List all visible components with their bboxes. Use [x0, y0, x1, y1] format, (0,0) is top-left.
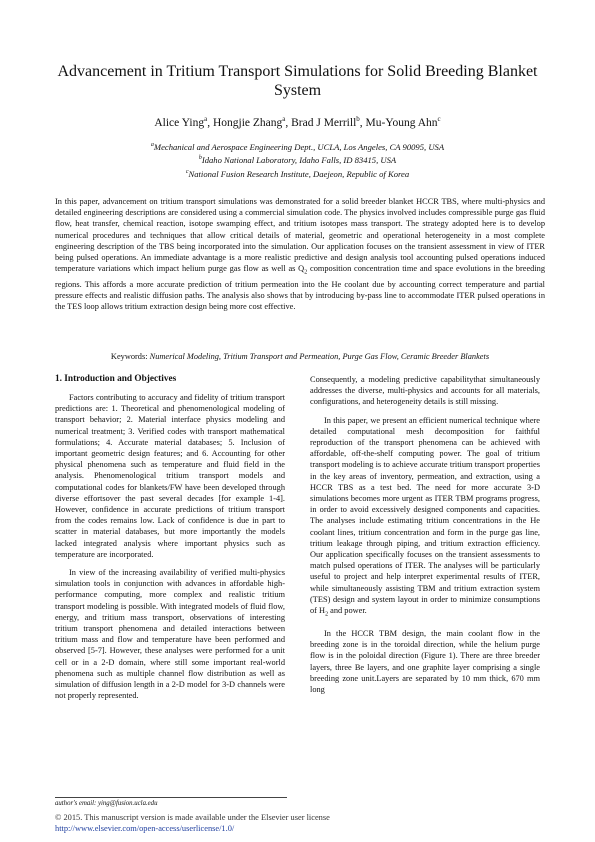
- paper-title: Advancement in Tritium Transport Simulations for Solid Breeding Blanket System: [57, 63, 538, 99]
- body-column-left: [55, 373, 285, 708]
- license-text: © 2015. This manuscript version is made available under the Elsevier user license: [55, 813, 330, 822]
- keywords-label: Keywords:: [110, 352, 150, 361]
- footnote-divider: [55, 797, 287, 798]
- author-affiliation-mark: a: [282, 115, 286, 123]
- license-notice: [55, 812, 555, 834]
- body-paragraph: Factors contributing to accuracy and fidelity of tritium transport predictions are: 1. Theoretical and phenomenological modeling of transport behavior; 2. Material interface physics modeling and numerical treatment; 3. Verified codes with transport mathematical formulations; 4. Accurate material databases; 5. Inclusion of important geometric design features; and 6. Accounting for other physical phenomena such as temperature and fluid field in the analysis. Phenomenological tritium transport models and computational codes for blankets/FW have been developed through diverse effortsover the past several decades [for example 1-4]. However, confidence in accurate predictions of tritium transport from the codes remains low. Lack of confidence is due in part to scatter in material databases, but more importantly the models lacked integrated analysis where important physics such as temperature are incorporated.: [55, 393, 285, 559]
- section-heading: 1. Introduction and Objectives: [55, 374, 177, 384]
- body-paragraph: In this paper, we present an efficient numerical technique where detailed computational mesh decomposition for faithful reproduction of the transport phenomena can be achieved with affordable, off-the-shelf computing power. The goal of tritium transport modeling is to achieve accurate tritium transport properties in the key areas of inventory, permeation, and extraction, using a HCCR TBS as a test bed. The need for more accurate 3-D simulations becomes more urgent as ITER TBM programs progress, in order to avoid excessively designed components and capacities. The analyses include estimating tritium concentrations in the He coolant lines, tritium concentration and form in the purge gas line, tritium leakage through piping, and tritium extraction efficiency. Our application specifically focuses on the transient assessments to match pulsed operations of ITER. The analyses will be particularly useful to project and help interpret experimental results of ITER, while simultaneously assisting TBM and tritium extraction system (TES) design and system layout in order to minimize consumptions of $H_2$ and power.: [310, 415, 540, 618]
- author: Mu-Young Ahn$^c$: [365, 115, 441, 129]
- affiliation-list: [40, 140, 555, 180]
- body-column-right: [310, 374, 540, 702]
- body-paragraph: Consequently, a modeling predictive capabilitythat simultaneously addresses the diverse, multi-physics and accounts for all materials, configurations, and heterogeneity details is still missing.: [310, 375, 540, 407]
- abstract: In this paper, advancement on tritium transport simulations was demonstrated for a solid breeder blanket HCCR TBS, where multi-physics and detailed engineering descriptions are considered using a commercial simulation code. The physics involved includes compressible purge gas fluid flow, heat transfer, chemical reaction, isotope swamping effect, and tritium isotopes mass transport. The strategy adopted here is to develop numerical procedures and techniques that allow critical details of material, geometric and operational heterogeneity in a most complete engineering description of the TBS being incorporated into the simulation. Our application focuses on the transient assessment in view of ITER being pulsed operations. An immediate advantage is a more realistic predictive and design analysis tool accounting pulsed operations induced temperature variations which impact helium purge gas flow as well as $Q_2$ composition concentration time and space evolutions in the breeding regions. This affords a more accurate prediction of tritium permeation into the He coolant due by accounting correct temperature and partial pressure effects and realistic diffusion paths. The analysis also shows that by introducing by-pass line to accommodate ITER pulsed operations in the TES loop allows tritium extraction design being more cost effective.: [55, 197, 545, 312]
- body-paragraph: In view of the increasing availability of verified multi-physics simulation tools in conjunction with advances in affordable high-performance computing, more complex and realistic tritium transport modeling is possible. With integrated models of fluid flow, energy, and tritium mass transport, observations of interesting tritium transport phenomena and detailed interactions between tritium mass and flow and temperature have been performed and observed [5-7]. However, these analyses were performed for a unit cell or in a 2-D domain, where still some important real-world phenomena such as multiple channel flow distribution as well as simulation of diffusion length in a 2-D model for 3-D channels were not properly represented.: [55, 568, 285, 701]
- author: Hongjie Zhang$^a$,: [212, 115, 292, 129]
- author: Brad J Merrill$^b$,: [291, 115, 366, 129]
- author-affiliation-mark: c: [437, 115, 441, 123]
- author: Alice Ying$^a$,: [154, 115, 213, 129]
- affiliation-mark: b: [198, 155, 202, 162]
- affiliation: $^c$National Fusion Research Institute, Daejeon, Republic of Korea: [185, 168, 410, 179]
- author-email-footnote: author's email: ying@fusion.ucla.edu: [55, 800, 158, 807]
- body-paragraph: In the HCCR TBM design, the main coolant flow in the breeding zone is in the toroidal direction, while the helium purge flow is in the poloidal direction (Figure 1). There are three breeder layers, three Be layers, and one graphite layer comprising a single breeding zone unit.Layers are separated by 10 mm thick, 670 mm long: [310, 628, 540, 694]
- affiliation-mark: c: [185, 168, 189, 175]
- author-affiliation-mark: b: [356, 115, 360, 123]
- affiliation: $^a$Mechanical and Aerospace Engineering Dept., UCLA, Los Angeles, CA 90095, USA: [150, 141, 445, 152]
- author-list: [40, 112, 555, 130]
- author-affiliation-mark: a: [204, 115, 208, 123]
- keywords-values: Numerical Modeling, Tritium Transport and Permeation, Purge Gas Flow, Ceramic Breeder Blankets: [149, 352, 490, 361]
- affiliation: $^b$Idaho National Laboratory, Idaho Falls, ID 83415, USA: [198, 155, 397, 166]
- keywords: [55, 351, 545, 362]
- affiliation-mark: a: [150, 142, 154, 148]
- license-link[interactable]: http://www.elsevier.com/open-access/userlicense/1.0/: [55, 824, 235, 833]
